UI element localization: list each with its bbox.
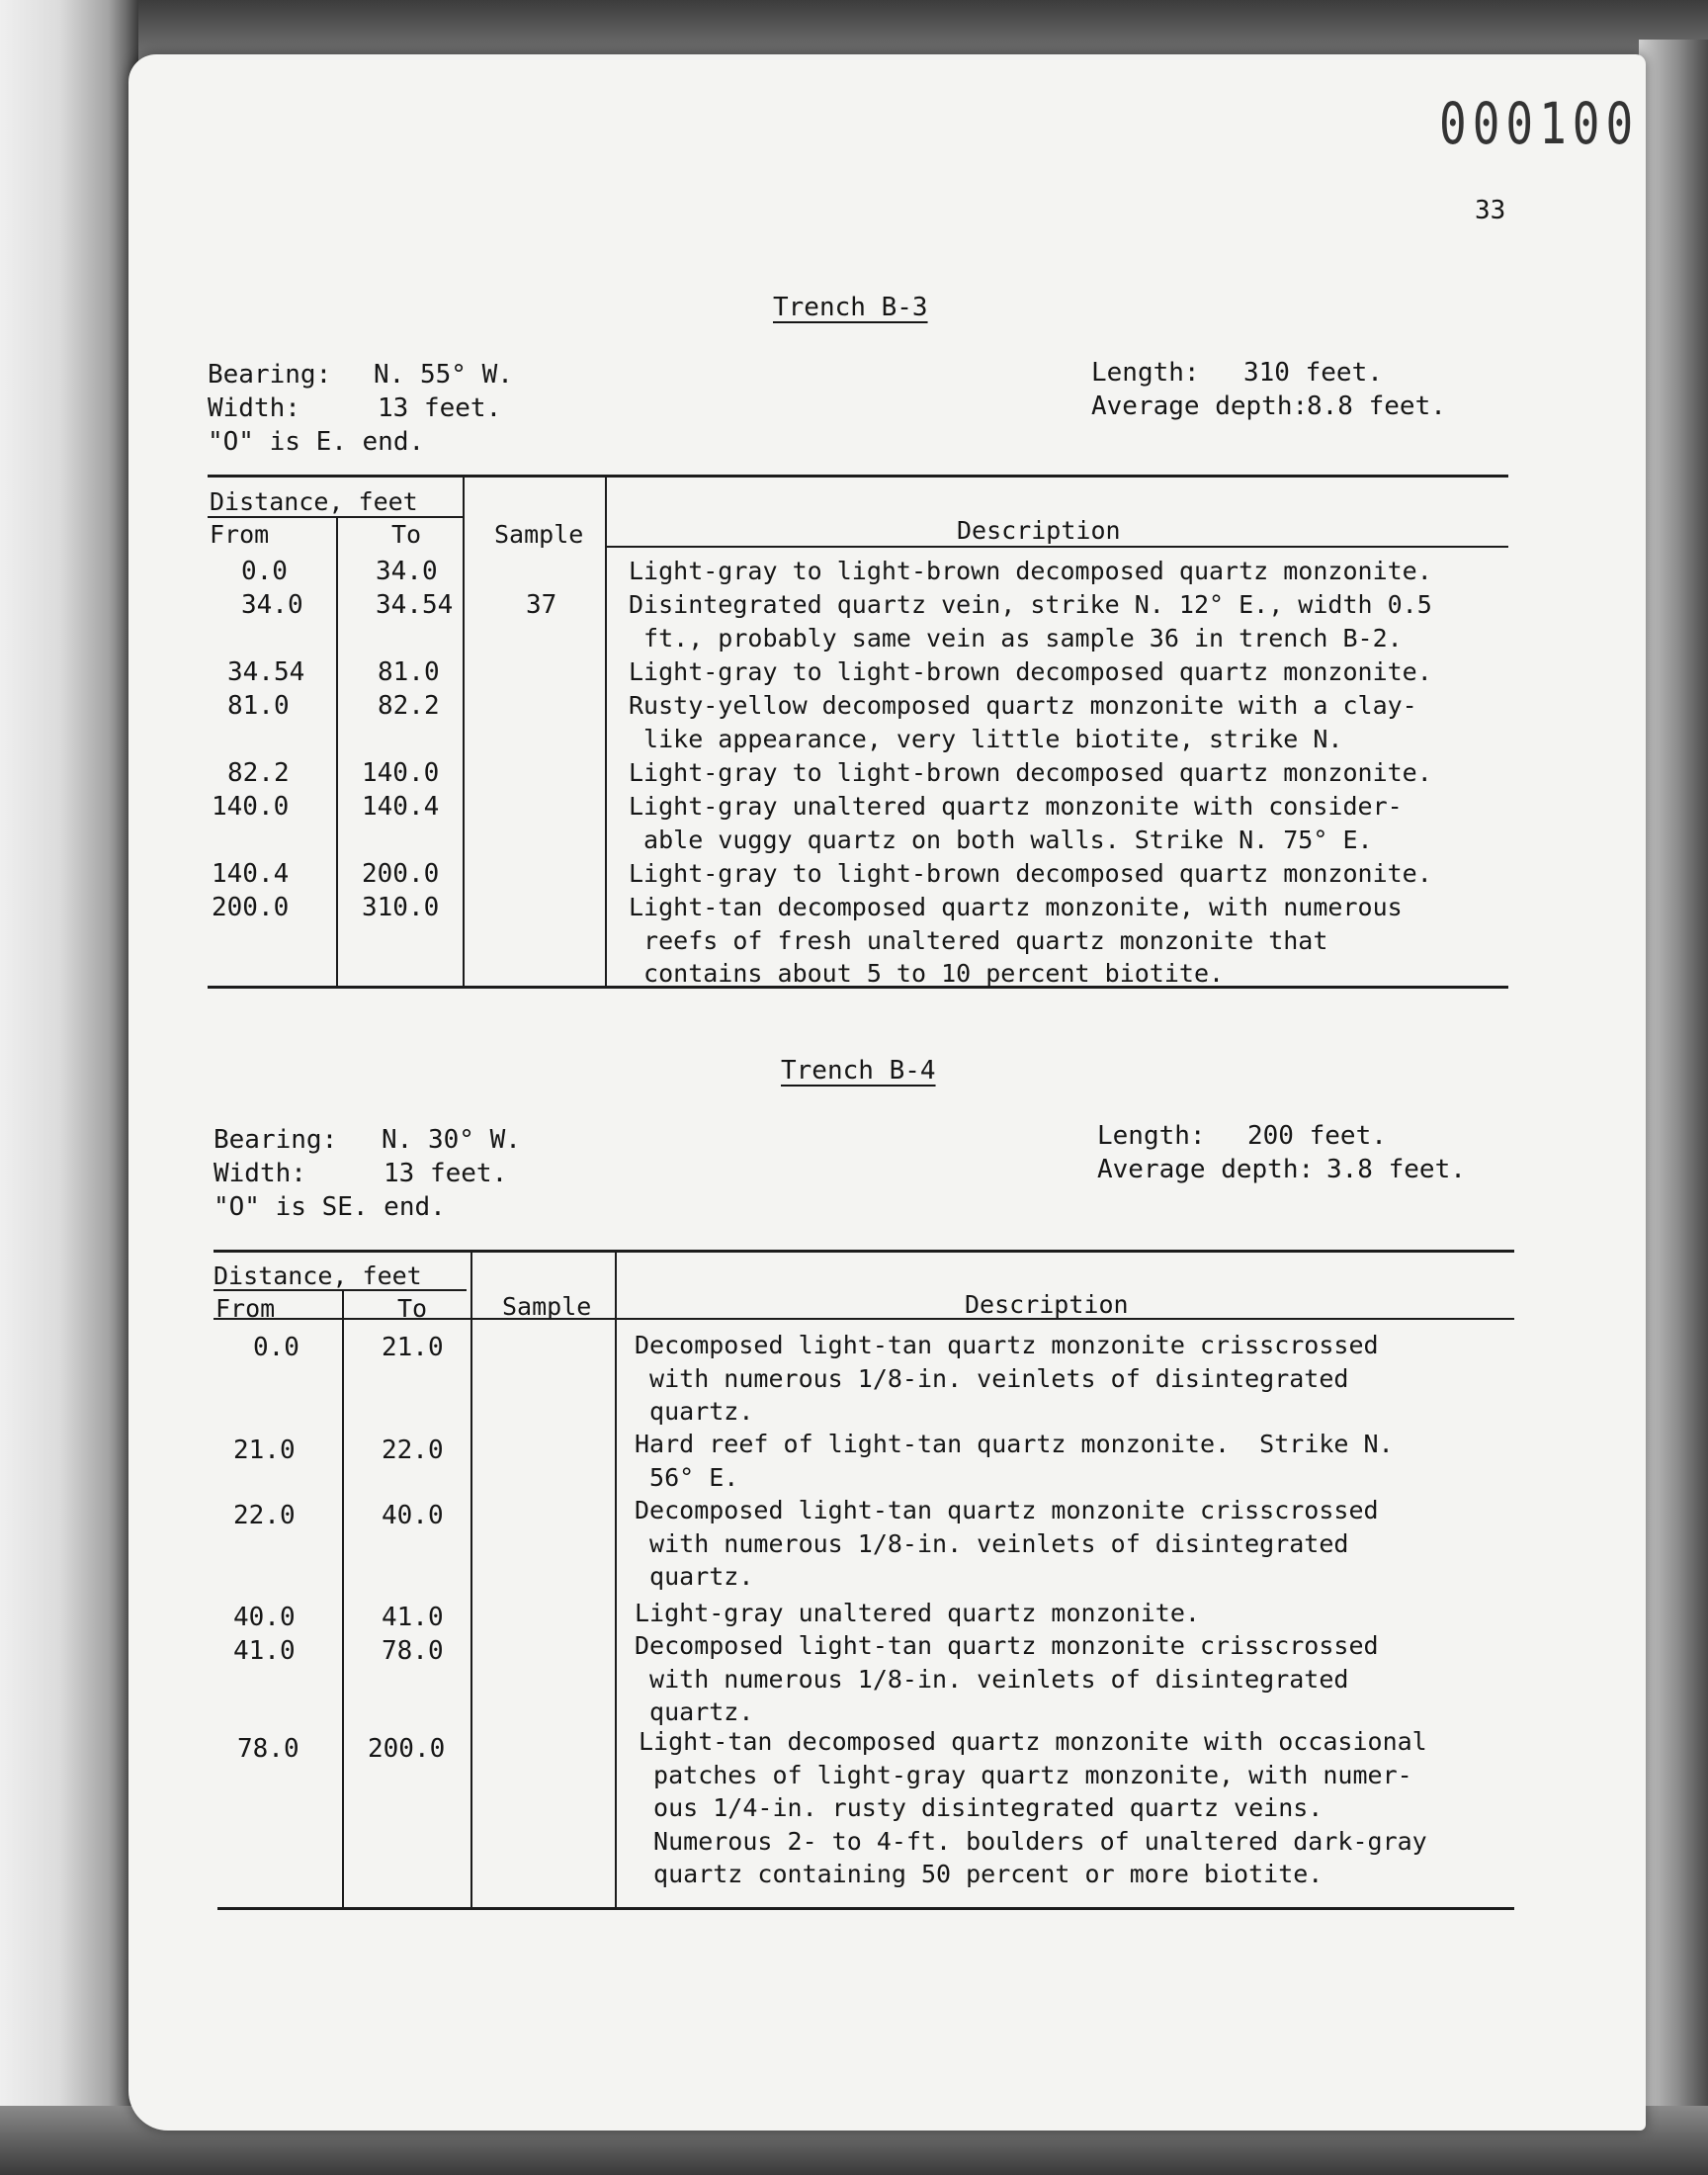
trench-b3-col-divider-2 [463,475,465,986]
table-cell-to: 22.0 [382,1436,444,1465]
table-cell-description: Light-tan decomposed quartz monzonite, with numerous reefs of fresh unaltered quartz monzonite that contains about 5 to 10 percent biotite. [629,893,1403,988]
trench-b3-header-sample: Sample [494,520,584,549]
trench-b3-length: 310 feet. [1243,358,1383,388]
table-cell-to: 81.0 [378,657,440,687]
trench-b3-depth: 8.8 feet. [1307,392,1446,421]
trench-b4-width-label: Width: [214,1159,306,1188]
table-cell-description: Hard reef of light-tan quartz monzonite. Strike N. 56° E. [635,1430,1394,1492]
table-cell-to: 82.2 [378,691,440,721]
table-cell-to: 41.0 [382,1603,444,1632]
trench-b3-title: Trench B-3 [773,293,928,322]
trench-b3-bearing-label: Bearing: [208,360,332,390]
table-cell-description: Disintegrated quartz vein, strike N. 12° E., width 0.5 ft., probably same vein as sample 36 in trench B-2. [629,590,1432,652]
table-cell-to: 140.0 [362,758,440,788]
trench-b3-header-to: To [391,520,422,549]
trench-b4-depth-label: Average depth: [1097,1155,1315,1184]
table-cell-from: 81.0 [227,691,290,721]
trench-b4-header-sample: Sample [502,1292,592,1321]
trench-b4-zero-note: "O" is SE. end. [214,1192,446,1222]
trench-b3-width-label: Width: [208,393,300,423]
table-cell-description: Light-gray unaltered quartz monzonite. [635,1599,1200,1627]
page-number: 33 [1475,196,1506,225]
table-cell-from: 34.54 [227,657,305,687]
scan-shadow-left [0,0,138,2175]
trench-b3-header-distance: Distance, feet [210,487,418,516]
trench-b3-zero-note: "O" is E. end. [208,427,425,457]
scan-shadow-right [1639,40,1708,2175]
table-cell-to: 78.0 [382,1636,444,1666]
trench-b3-header-description: Description [957,516,1121,545]
trench-b3-header-from: From [210,520,270,549]
trench-b4-table-bottom-rule [217,1907,1514,1910]
trench-b4-title: Trench B-4 [781,1056,936,1086]
table-cell-from: 200.0 [212,893,290,922]
table-cell-from: 21.0 [233,1436,296,1465]
table-cell-from: 34.0 [241,590,303,620]
trench-b4-length: 200 feet. [1247,1121,1387,1151]
trench-b3-distance-rule [208,516,463,518]
trench-b3-length-label: Length: [1091,358,1200,388]
table-cell-description: Decomposed light-tan quartz monzonite crisscrossed with numerous 1/8-in. veinlets of disintegrated quartz. [635,1331,1379,1426]
trench-b3-col-divider-3 [605,475,607,986]
trench-b4-header-to: To [397,1294,428,1323]
table-cell-to: 310.0 [362,893,440,922]
table-cell-from: 78.0 [237,1734,299,1764]
trench-b3-depth-label: Average depth: [1091,392,1309,421]
table-cell-to: 21.0 [382,1333,444,1362]
trench-b4-header-description: Description [965,1290,1129,1319]
table-cell-from: 41.0 [233,1636,296,1666]
table-cell-description: Light-tan decomposed quartz monzonite with occasional patches of light-gray quartz monzonite, with numer- ous 1/4-in. rusty disintegrated quartz veins. Numerous 2- to 4-ft. boulders of unaltered dark-gray quartz containing 50 percent or more biotite. [639,1727,1427,1888]
table-cell-sample: 37 [526,590,557,620]
table-cell-from: 0.0 [241,557,288,586]
trench-b4-col-divider-3 [615,1250,617,1907]
trench-b4-col-divider-1 [342,1289,344,1907]
trench-b3-description-rule [605,546,1508,548]
trench-b3-col-divider-1 [336,516,338,986]
trench-b4-table-top-rule [214,1250,1514,1253]
table-cell-from: 140.4 [212,859,290,889]
trench-b4-depth: 3.8 feet. [1326,1155,1466,1184]
trench-b3-bearing: N. 55° W. [374,360,513,390]
trench-b3-table-top-rule [208,475,1508,478]
table-cell-from: 22.0 [233,1501,296,1530]
table-cell-to: 200.0 [362,859,440,889]
trench-b4-length-label: Length: [1097,1121,1206,1151]
table-cell-to: 140.4 [362,792,440,822]
trench-b4-width: 13 feet. [384,1159,508,1188]
table-cell-description: Decomposed light-tan quartz monzonite crisscrossed with numerous 1/8-in. veinlets of disintegrated quartz. [635,1631,1379,1726]
trench-b3-width: 13 feet. [378,393,502,423]
trench-b4-header-from: From [215,1294,276,1323]
document-stamp-number: 000100 [1439,90,1640,157]
table-cell-description: Decomposed light-tan quartz monzonite crisscrossed with numerous 1/8-in. veinlets of disintegrated quartz. [635,1496,1379,1591]
table-cell-to: 34.54 [376,590,454,620]
table-cell-to: 40.0 [382,1501,444,1530]
table-cell-description: Light-gray to light-brown decomposed quartz monzonite. [629,557,1432,585]
trench-b4-col-divider-2 [470,1250,472,1907]
trench-b4-bearing-label: Bearing: [214,1125,338,1155]
table-cell-description: Light-gray to light-brown decomposed quartz monzonite. [629,657,1432,686]
table-cell-from: 82.2 [227,758,290,788]
table-cell-description: Light-gray unaltered quartz monzonite with consider- able vuggy quartz on both walls. Strike N. 75° E. [629,792,1403,854]
table-cell-from: 0.0 [253,1333,299,1362]
table-cell-from: 40.0 [233,1603,296,1632]
table-cell-description: Rusty-yellow decomposed quartz monzonite with a clay- like appearance, very little biotite, strike N. [629,691,1417,753]
trench-b4-bearing: N. 30° W. [382,1125,521,1155]
table-cell-description: Light-gray to light-brown decomposed quartz monzonite. [629,859,1432,888]
table-cell-from: 140.0 [212,792,290,822]
table-cell-to: 200.0 [368,1734,446,1764]
table-cell-to: 34.0 [376,557,438,586]
trench-b4-header-distance: Distance, feet [214,1262,422,1290]
table-cell-description: Light-gray to light-brown decomposed quartz monzonite. [629,758,1432,787]
